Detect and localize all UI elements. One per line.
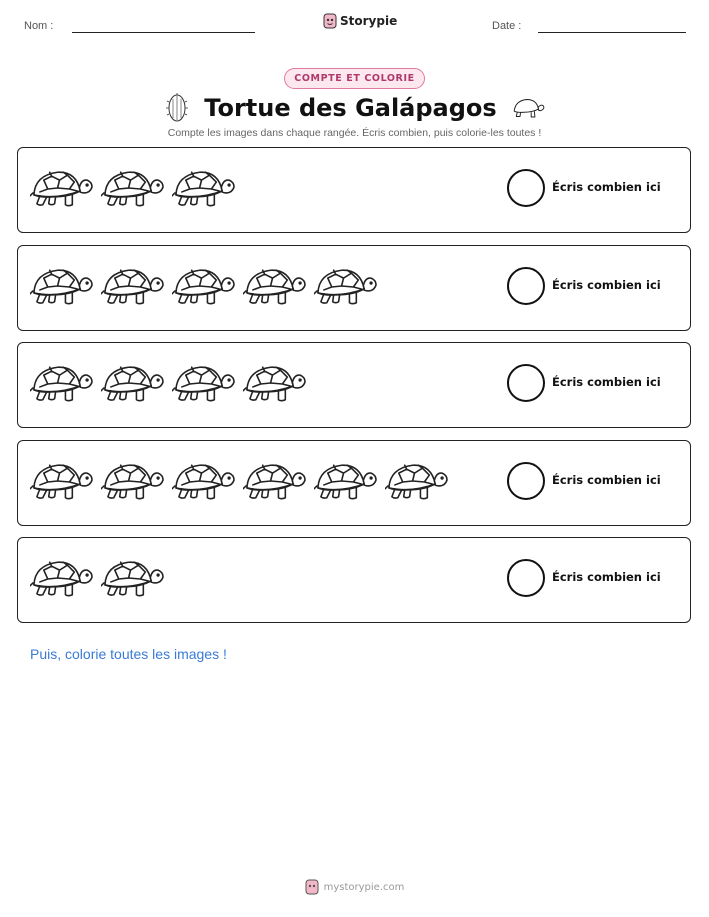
write-count-label: Écris combien ici <box>552 570 661 584</box>
turtle-icon <box>172 264 235 308</box>
turtle-icon <box>30 361 93 405</box>
storypie-logo-icon <box>305 879 319 895</box>
turtle-icon <box>385 459 448 503</box>
site-footer <box>0 879 709 895</box>
write-count-label: Écris combien ici <box>552 278 661 292</box>
turtle-icon <box>511 96 545 120</box>
date-label: Date : <box>492 20 522 32</box>
date-line <box>538 32 686 33</box>
turtle-icon <box>101 459 164 503</box>
write-count-label: Écris combien ici <box>552 375 661 389</box>
turtle-icon <box>30 264 93 308</box>
answer-circle[interactable] <box>507 462 545 500</box>
count-row <box>17 342 691 428</box>
count-row <box>17 147 691 233</box>
answer-circle[interactable] <box>507 267 545 305</box>
turtle-icon <box>101 361 164 405</box>
turtle-icon <box>101 556 164 600</box>
turtle-icon <box>243 264 306 308</box>
turtle-icon <box>243 361 306 405</box>
badge-wrap <box>0 66 709 89</box>
turtle-icon <box>314 459 377 503</box>
title-row <box>0 92 709 124</box>
activity-badge: COMPTE ET COLORIE <box>284 68 424 89</box>
turtle-icon <box>172 459 235 503</box>
name-line <box>72 32 255 33</box>
answer-circle[interactable] <box>507 559 545 597</box>
turtle-group <box>30 556 164 600</box>
turtle-group <box>30 459 448 503</box>
brand <box>323 13 397 29</box>
answer-circle[interactable] <box>507 169 545 207</box>
turtle-group <box>30 361 306 405</box>
turtle-icon <box>30 556 93 600</box>
turtle-icon <box>314 264 377 308</box>
write-count-label: Écris combien ici <box>552 473 661 487</box>
count-row <box>17 537 691 623</box>
turtle-icon <box>30 459 93 503</box>
count-row <box>17 245 691 331</box>
answer-circle[interactable] <box>507 364 545 402</box>
storypie-logo-icon <box>323 13 337 29</box>
brand-name: Storypie <box>340 14 398 28</box>
turtle-icon <box>30 166 93 210</box>
instructions: Compte les images dans chaque rangée. Écris combien, puis colorie-les toutes ! <box>167 127 542 139</box>
turtle-icon <box>101 166 164 210</box>
turtle-icon <box>172 361 235 405</box>
write-count-label: Écris combien ici <box>552 180 661 194</box>
turtle-group <box>30 166 235 210</box>
turtle-icon <box>172 166 235 210</box>
name-label: Nom : <box>24 20 54 32</box>
footer-note: Puis, colorie toutes les images ! <box>30 646 227 662</box>
cactus-icon <box>164 92 190 124</box>
turtle-group <box>30 264 377 308</box>
count-row <box>17 440 691 526</box>
site-url: mystorypie.com <box>323 881 405 893</box>
turtle-icon <box>243 459 306 503</box>
page-title: Tortue des Galápagos <box>204 94 497 122</box>
turtle-icon <box>101 264 164 308</box>
